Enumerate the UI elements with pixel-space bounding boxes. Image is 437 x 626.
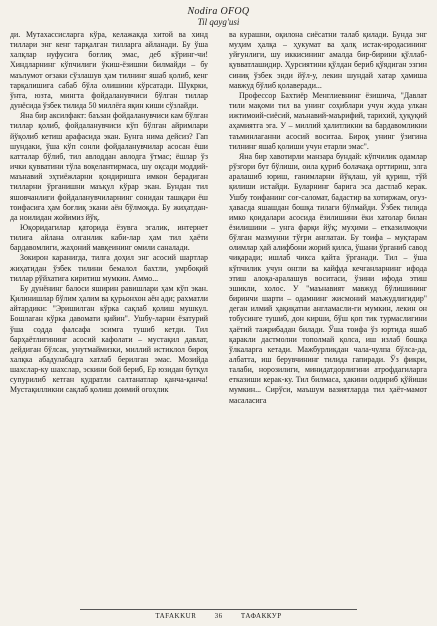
paragraph: Профессор Бахтиёр Менглиевнинг ёзишича, "Давлат тили мақоми тил ва унинг соҳиблари учун жуда улкан ижтимоий-сиёсий, маънавий-маърифий, тарихий, ҳуқуқий аҳамиятга эга. У – миллий ҳалитликни ва бардавомликни таъминлаганни асосий воситаа. Бироқ унинг ўзигина тилнинг яшаб қолиши учун етарли эмас". [229, 90, 427, 151]
right-column [229, 30, 427, 406]
running-header [0, 6, 437, 27]
paragraph: Яна бир хавотирли манзара бундай: кўпчилик одамлар рўзгори бут бўлиши, оила қуриб болачақа орттириш, элга аралашиб юриш, ғанимларни йўқлаш, уй қуриш, тўй қилиши истайди. Буларнинг барига эса дастлаб керак. Ушбу тоифанинг соғ-саломат, бадастир ва хотиржам, оғуз-ҳавасда яшашдан бошқа тилаги бўлмайди. Ўзбек тилида имко қоидалари асосида ёзилишини ёки хатолар билан ёзилишини – унга фарқи йўқ; муҳими – етказилмоқчи бўлган мазмунни тўғри англатаи. Бу тоифа – муқтарам олимлар ҳай алифбони жорий қилса, ўшани ўрганиб савод чиқаради; ишлаб чикса қайта ўрганади. Тил – ўша кўпчилик учун онгли ва кайфда кечганларнинг ифода этиш алоқа-аралашув воситаси, ўзини ифода этиш эшикли, холос. У "маънавият мавжуд бўлишининг биринчи шарти – одамнинг жисмоний маъжудлигидир" деган илмий ҳақиқатни англамасли-ги мумкин, лекин он тобусинге тушиб, дон кирши, бўш қоп тик турмаслигини ҳаётий тажрибадан билади. Ўша тоифа ўз юртида яшаб қаракли дастмолни тополмай қолса, иш излаб бошқа ўлкаларга кетади. Мажбурликдан чала-чулпа бўлса-да, албатта, иш берувчининг тилида гапиради. Ўз фикри, талаби, норозилиги, минидатдорлигини атрофдагиларга етказиши керак-ку. Тил билмаса, ҳакини олдириб қўйиши мумкин... Сирўси, маъшум вазиятларда тил ҳаёт-мамот масаласига [229, 151, 427, 405]
running-footer [0, 612, 437, 620]
paragraph: Яна бир аксилфакт: баъзан фойдаланувчиси кам бўлган тиллар қолиб, фойдаланувчиси кўп бўлган айримлари йўқолиб кетиш арафасида экан. Бунга нима дейсиз? Гап шундаки, ўша кўп сонли фойдаланувчилар асосан ёши катталар бўлиб, тил авлоддан авлодга ўтмас; ёшлар ўз ички қувватини тўла воқелантирмаса, шу оқсади моддий-маънавий эҳтиёжларни қондиришга имкон берадиган тилларни ўрганишни маъқул кўрар экан. Бундан тил яшовчанлиги фойдаланувчиларнинг сонидан ташқари ёш тоифасига ҳам боғлиқ экани аён бўлмоқда. Бу жиҳатдан-да ноилидан жойимиз йўқ. [10, 111, 208, 222]
paragraph: Юқоридагилар қаторида ёзувга эгалик, интернет тилига айлана олганлик каби-лар ҳам тил ҳаёти бардавомлиги, жаҳоний мавқеининг омили саналади. [10, 222, 208, 253]
footer-magazine-cyrillic: ТАФАККУР [240, 612, 282, 620]
article-subtitle: Til qayg'usi [197, 17, 240, 27]
paragraph: ди. Мутахассисларга кўра, келажакда хитой ва хинд тиллари энг кенг тарқалган тилларга айланади. Бу ўша халқлар нуфусига боғлиқ эмас, деб кўринг-чи! Хиндларнинг кўпчилиги ўкиш-ёзишни билмайди – бу маълумот оғзаки сўзлашув ҳам тилнинг яшаб қолиб, кенг тарқалишига сабаб бўла олишини кўрсатади. Шукрки, ўнта, юзта, мингта фойдаланувчиси бўлган тиллар дунёсида ўзбек тилида 50 миллёга яқин киши сўзлайди. [10, 30, 208, 111]
paragraph: Зокирон каранигда, тилга доҳил энг асосий шартлар жиҳатидан ўзбек тилини бемалол бахтли, умрбоқий тиллар рўйхатига киритиш мумкин. Аммо... [10, 253, 208, 283]
footer-magazine-latin: TAFAKKUR [155, 612, 197, 620]
left-column [10, 30, 208, 396]
paragraph: ва курашни, оқилона сиёсатни талаб қилади. Бунда энг муҳим ҳалқа – ҳукумат ва ҳалқ истак-иродасининг уйғунлиги, шу иккисининг амалда бир-бирини қўллаб-қувватлашидир. Ҳурсиятини қўлдан бериб қўядиган эзгин синиқ ўзбек энди йўл-у, лекин шундай хатар ҳамиша мавжуд бўлиб қолаверади... [229, 30, 427, 90]
page-number: 36 [214, 612, 223, 620]
paragraph: Бу дунёнинг балоси яширин равишлари ҳам кўп экан. Қилинишлар бўлим ҳалим ва қурьонхон аён ади; рахматли айтардики: "Эришилган кўрка сақлаб қолиш мушкул. Бошлаган кўрка давомати қийин". Ушбу-ларни ёзатурий ўша содда фалсафа эсимга тушиб кетди. Тил барҳаётлигининг асосий кафолати – мустақил давлат, дейдиган бўлсак, унутмаймизки, миллий истиклол бироқ халқка абадулабадга хатлаб берилган эмас. Мозийда шахслар-ку шахслар, эскини бой бериб, Ер юзидан бутқул супурилиб кетган қудратли салтанатлар қанча-қанча! Мустақилликни сақлаб қолиш доимий огоҳлик [10, 283, 208, 395]
author-name: Nodira OFOQ [187, 6, 250, 17]
footer-rule [80, 609, 357, 610]
